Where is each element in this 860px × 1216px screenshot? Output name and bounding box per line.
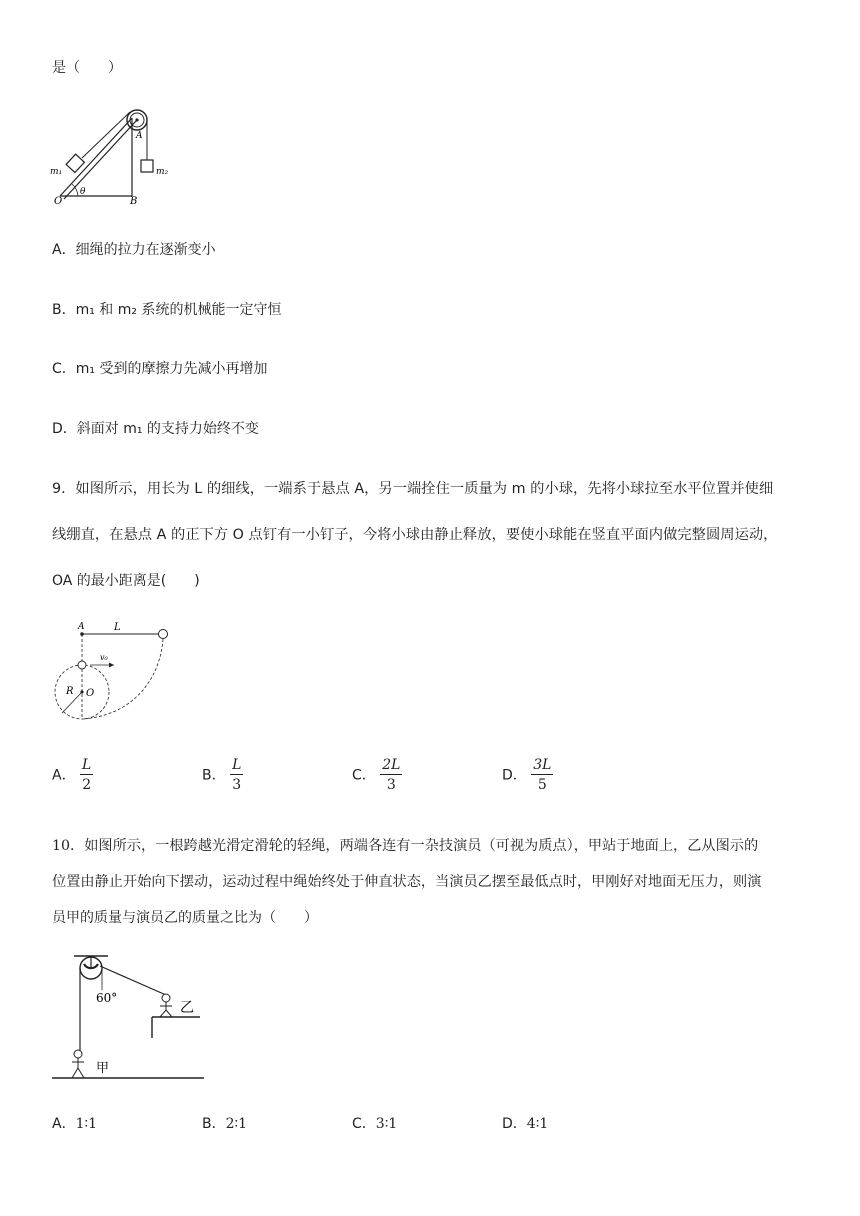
q9-fig-label-a: A — [78, 622, 85, 632]
q9-option-d[interactable] — [502, 756, 553, 795]
fraction-denominator: 5 — [537, 777, 547, 793]
option-text: 3∶1 — [375, 1116, 398, 1132]
option-fraction — [80, 756, 93, 795]
fraction-denominator: 2 — [82, 777, 92, 793]
option-letter: C． — [352, 767, 376, 784]
q8-option-d[interactable] — [52, 419, 259, 439]
fraction-numerator: L — [232, 757, 242, 773]
q10-acrobat-figure — [48, 950, 208, 1085]
q10-stem-line-3: 员甲的质量与演员乙的质量之比为（ ） — [52, 910, 318, 926]
option-letter: C． — [352, 1116, 376, 1132]
q10-option-c[interactable] — [352, 1114, 397, 1134]
q9-fig-label-v0: v₀ — [100, 653, 108, 662]
fraction-numerator: 2L — [382, 757, 401, 773]
option-text: 斜面对 m₁ 的支持力始终不变 — [76, 421, 259, 437]
q9-fig-label-r: R — [66, 686, 74, 697]
q9-option-b[interactable] — [202, 756, 243, 795]
q8-option-c[interactable] — [52, 359, 267, 379]
q8-option-a[interactable] — [52, 240, 216, 260]
q9-fig-label-o: O — [86, 688, 95, 699]
option-letter: C． — [52, 361, 76, 377]
option-text: m₁ 和 m₂ 系统的机械能一定守恒 — [75, 302, 282, 318]
q9-stem-line-2: 线绷直，在悬点 A 的正下方 O 点钉有一小钉子，今将小球由静止释放，要使小球能在竖直平面内做完整圆周运动， — [52, 527, 778, 543]
fraction-denominator: 3 — [386, 777, 396, 793]
option-text: 2∶1 — [225, 1116, 248, 1132]
q9-option-a[interactable] — [52, 756, 93, 795]
option-letter: B． — [202, 1116, 226, 1132]
q10-fig-label-angle: 60° — [96, 991, 118, 1005]
q9-stem-line-1: 9．如图所示，用长为 L 的细线，一端系于悬点 A，另一端拴住一质量为 m 的小球，先将小球拉至水平位置并使细 — [52, 481, 774, 497]
q10-stem-line-1: 10．如图所示，一根跨越光滑定滑轮的轻绳，两端各连有一杂技演员（可视为质点），甲站于地面上，乙从图示的 — [52, 838, 759, 854]
option-text: 细绳的拉力在逐渐变小 — [75, 242, 216, 258]
q8-fig-label-m2: m₂ — [156, 167, 169, 177]
q8-stem-tail: 是（ ） — [52, 60, 122, 76]
option-letter: A． — [52, 1116, 76, 1132]
option-fraction — [531, 756, 553, 795]
fraction-denominator: 3 — [232, 777, 242, 793]
q10-fig-label-jia: 甲 — [96, 1061, 110, 1076]
option-text: 4∶1 — [526, 1116, 549, 1132]
q8-fig-label-theta: θ — [80, 187, 86, 197]
q8-fig-label-m1: m₁ — [50, 167, 63, 177]
q8-incline-figure — [48, 100, 188, 210]
option-letter: A． — [52, 242, 76, 258]
q9-fig-label-l: L — [114, 622, 121, 633]
option-letter: B． — [52, 302, 76, 318]
option-text: 1∶1 — [75, 1116, 98, 1132]
fraction-numerator: 3L — [533, 757, 552, 773]
q8-fig-label-b: B — [130, 196, 138, 207]
q8-fig-label-o: O — [54, 196, 63, 207]
option-letter: D． — [502, 1116, 527, 1132]
q8-option-b[interactable] — [52, 300, 281, 320]
option-fraction — [380, 756, 402, 795]
option-text: m₁ 受到的摩擦力先减小再增加 — [75, 361, 268, 377]
fraction-numerator: L — [82, 757, 92, 773]
q9-pendulum-figure — [48, 616, 178, 724]
option-letter: D． — [502, 767, 527, 784]
q10-fig-label-yi: 乙 — [180, 1000, 194, 1016]
option-fraction — [230, 756, 243, 795]
option-letter: D． — [52, 421, 77, 437]
q9-option-c[interactable] — [352, 756, 402, 795]
q10-option-b[interactable] — [202, 1114, 247, 1134]
q10-option-a[interactable] — [52, 1114, 97, 1134]
q10-stem-line-2: 位置由静止开始向下摆动，运动过程中绳始终处于伸直状态，当演员乙摆至最低点时，甲刚好对地面无压力，则演 — [52, 874, 762, 890]
option-letter: B． — [202, 767, 226, 784]
q9-stem-line-3: OA 的最小距离是( ) — [52, 573, 200, 589]
option-letter: A． — [52, 767, 76, 784]
q8-fig-label-a: A — [136, 131, 143, 141]
q10-option-d[interactable] — [502, 1114, 548, 1134]
